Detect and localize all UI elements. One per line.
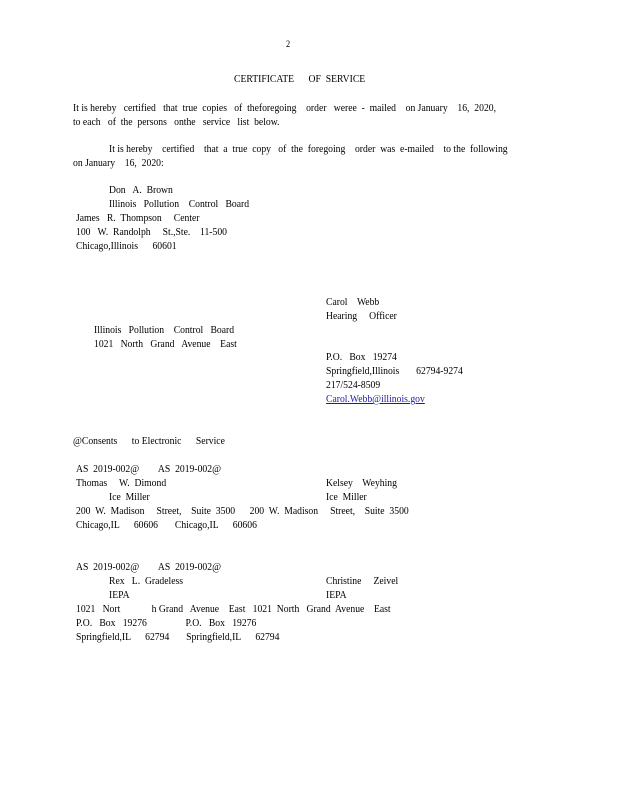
recipient-name: Thomas W. Dimond — [76, 478, 167, 489]
recipient-city: Springfield,Illinois 62794-9274 — [326, 366, 463, 377]
recipient-name: Don A. Brown — [109, 185, 173, 196]
document-title: CERTIFICATE OF SERVICE — [234, 74, 366, 85]
recipient-street: 1021 North Grand Avenue East — [94, 339, 237, 350]
recipient-name: Carol Webb — [326, 297, 380, 308]
case-ids: AS 2019-002@ AS 2019-002@ — [76, 562, 222, 573]
recipient-organization: Illinois Pollution Control Board — [94, 325, 235, 336]
recipient-name: Kelsey Weyhing — [326, 478, 397, 489]
recipient-name: Christine Zeivel — [326, 576, 399, 587]
paragraph-line: It is hereby certified that true copies of theforegoing order weree - mailed on January 16, 2020, — [73, 103, 497, 114]
recipient-city: Chicago,Illinois 60601 — [76, 241, 177, 252]
recipient-email-link[interactable]: Carol.Webb@illinois.gov — [326, 394, 425, 405]
recipient-organization: IEPA — [326, 590, 347, 601]
recipient-street: 1021 Nort h Grand Avenue East 1021 North Grand Avenue East — [76, 604, 391, 615]
consent-note: @Consents to Electronic Service — [73, 436, 225, 447]
page-number: 2 — [286, 39, 291, 49]
recipient-city: Springfield,IL 62794 Springfield,IL 62794 — [76, 632, 280, 643]
paragraph-line: on January 16, 2020: — [73, 158, 164, 169]
recipient-phone: 217/524-8509 — [326, 380, 381, 391]
recipient-title: Hearing Officer — [326, 311, 397, 322]
case-ids: AS 2019-002@ AS 2019-002@ — [76, 464, 222, 475]
recipient-name: Rex L. Gradeless — [109, 576, 184, 587]
paragraph-line: to each of the persons onthe service list below. — [73, 117, 280, 128]
recipient-pobox: P.O. Box 19276 P.O. Box 19276 — [76, 618, 257, 629]
recipient-firm: Ice Miller — [326, 492, 367, 503]
recipient-organization: IEPA — [109, 590, 130, 601]
recipient-city: Chicago,IL 60606 Chicago,IL 60606 — [76, 520, 257, 531]
recipient-firm: Ice Miller — [109, 492, 150, 503]
recipient-street: 200 W. Madison Street, Suite 3500 200 W. Madison Street, Suite 3500 — [76, 506, 409, 517]
recipient-pobox: P.O. Box 19274 — [326, 352, 397, 363]
recipient-building: James R. Thompson Center — [76, 213, 200, 224]
paragraph-line: It is hereby certified that a true copy of the foregoing order was e-mailed to the following — [109, 144, 508, 155]
recipient-street: 100 W. Randolph St.,Ste. 11-500 — [76, 227, 227, 238]
recipient-organization: Illinois Pollution Control Board — [109, 199, 250, 210]
